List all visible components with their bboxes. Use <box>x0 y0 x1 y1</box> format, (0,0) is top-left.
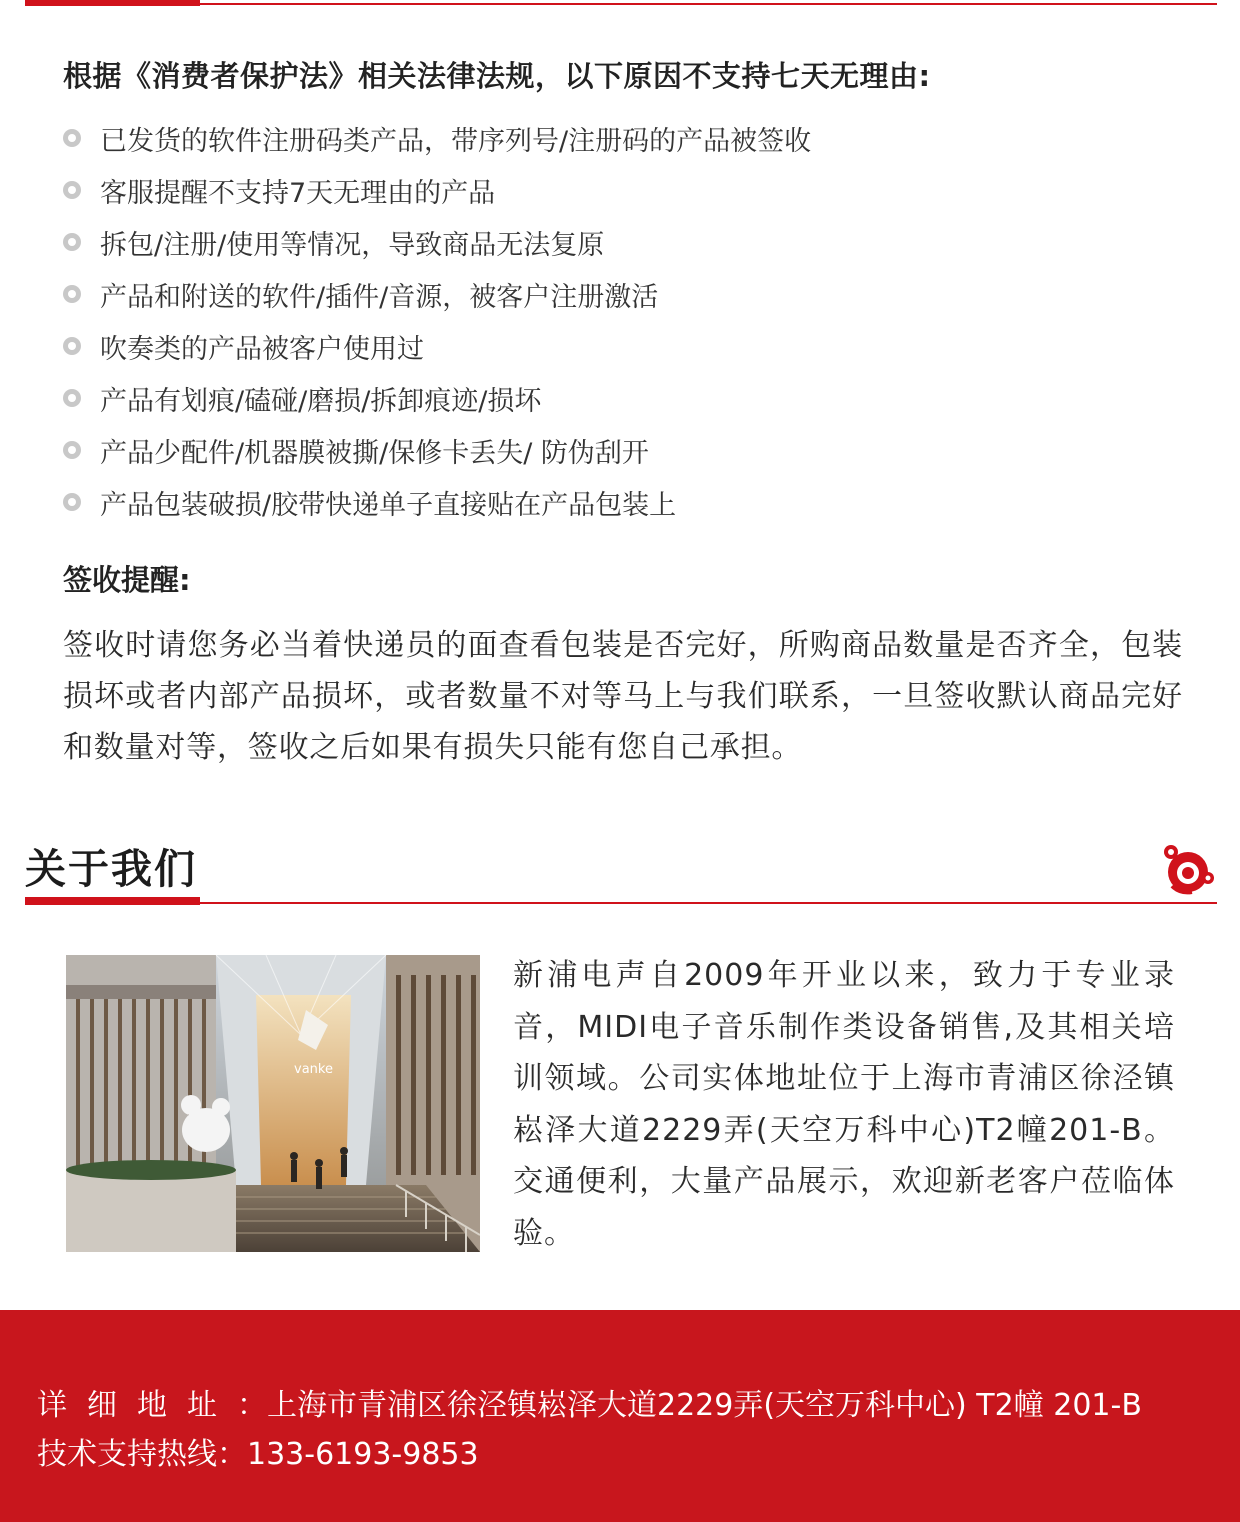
list-item-text: 吹奏类的产品被客户使用过 <box>100 333 424 365</box>
list-item <box>63 320 811 372</box>
bullet-icon <box>63 337 81 355</box>
list-item <box>63 164 811 216</box>
hotline-label: 技术支持热线： <box>37 1437 247 1472</box>
list-item <box>63 216 811 268</box>
sign-reminder-body: 签收时请您务必当着快递员的面查看包装是否完好，所购商品数量是否齐全，包装损坏或者内部产品损坏，或者数量不对等马上与我们联系，一旦签收默认商品完好和数量对等，签收之后如果有损失只能有您自己承担。 <box>63 628 1183 765</box>
bullet-icon <box>63 129 81 147</box>
bullet-icon <box>63 285 81 303</box>
bullet-icon <box>63 493 81 511</box>
list-item-text: 拆包/注册/使用等情况，导致商品无法复原 <box>100 229 605 261</box>
address-label: 详细地址 <box>37 1388 237 1423</box>
list-item <box>63 112 811 164</box>
red-mascot-logo-icon <box>1158 840 1220 896</box>
policy-title: 根据《消费者保护法》相关法律法规，以下原因不支持七天无理由: <box>63 59 931 93</box>
list-item-text: 已发货的软件注册码类产品，带序列号/注册码的产品被签收 <box>100 125 812 157</box>
list-item <box>63 424 811 476</box>
list-item <box>63 476 811 528</box>
list-item <box>63 372 811 424</box>
list-item-text: 产品有划痕/磕碰/磨损/拆卸痕迹/损坏 <box>100 385 542 417</box>
policy-list <box>63 112 811 528</box>
address-value: 上海市青浦区徐泾镇崧泽大道2229弄(天空万科中心) T2幢 201-B <box>267 1388 1142 1423</box>
about-description: 新浦电声自2009年开业以来，致力于专业录音，MIDI电子音乐制作类设备销售,及其相关培训领域。公司实体地址位于上海市青浦区徐泾镇崧泽大道2229弄(天空万科中心)T2幢201-B。交通便利，大量产品展示，欢迎新老客户莅临体验。 <box>513 958 1175 1251</box>
list-item-text: 产品和附送的软件/插件/音源，被客户注册激活 <box>100 281 659 313</box>
sign-reminder-title: 签收提醒: <box>63 563 191 597</box>
footer-address <box>37 1380 1142 1424</box>
bullet-icon <box>63 181 81 199</box>
list-item <box>63 268 811 320</box>
bullet-icon <box>63 233 81 251</box>
hotline-value[interactable]: 133-6193-9853 <box>247 1437 479 1472</box>
footer <box>0 1310 1240 1522</box>
list-item-text: 产品包装破损/胶带快递单子直接贴在产品包装上 <box>100 489 677 521</box>
store-building-photo <box>66 955 480 1252</box>
top-section-divider <box>25 0 1217 6</box>
about-divider-line <box>200 902 1217 904</box>
building-sign-text: vanke <box>294 1062 333 1077</box>
address-colon: ： <box>237 1388 267 1423</box>
bullet-icon <box>63 389 81 407</box>
list-item-text: 客服提醒不支持7天无理由的产品 <box>100 177 496 209</box>
divider-line <box>200 3 1217 5</box>
about-title: 关于我们 <box>25 845 197 893</box>
bullet-icon <box>63 441 81 459</box>
list-item-text: 产品少配件/机器膜被撕/保修卡丢失/ 防伪刮开 <box>100 437 649 469</box>
footer-hotline <box>37 1429 479 1473</box>
divider-accent <box>25 0 200 6</box>
about-divider-accent <box>25 897 200 905</box>
